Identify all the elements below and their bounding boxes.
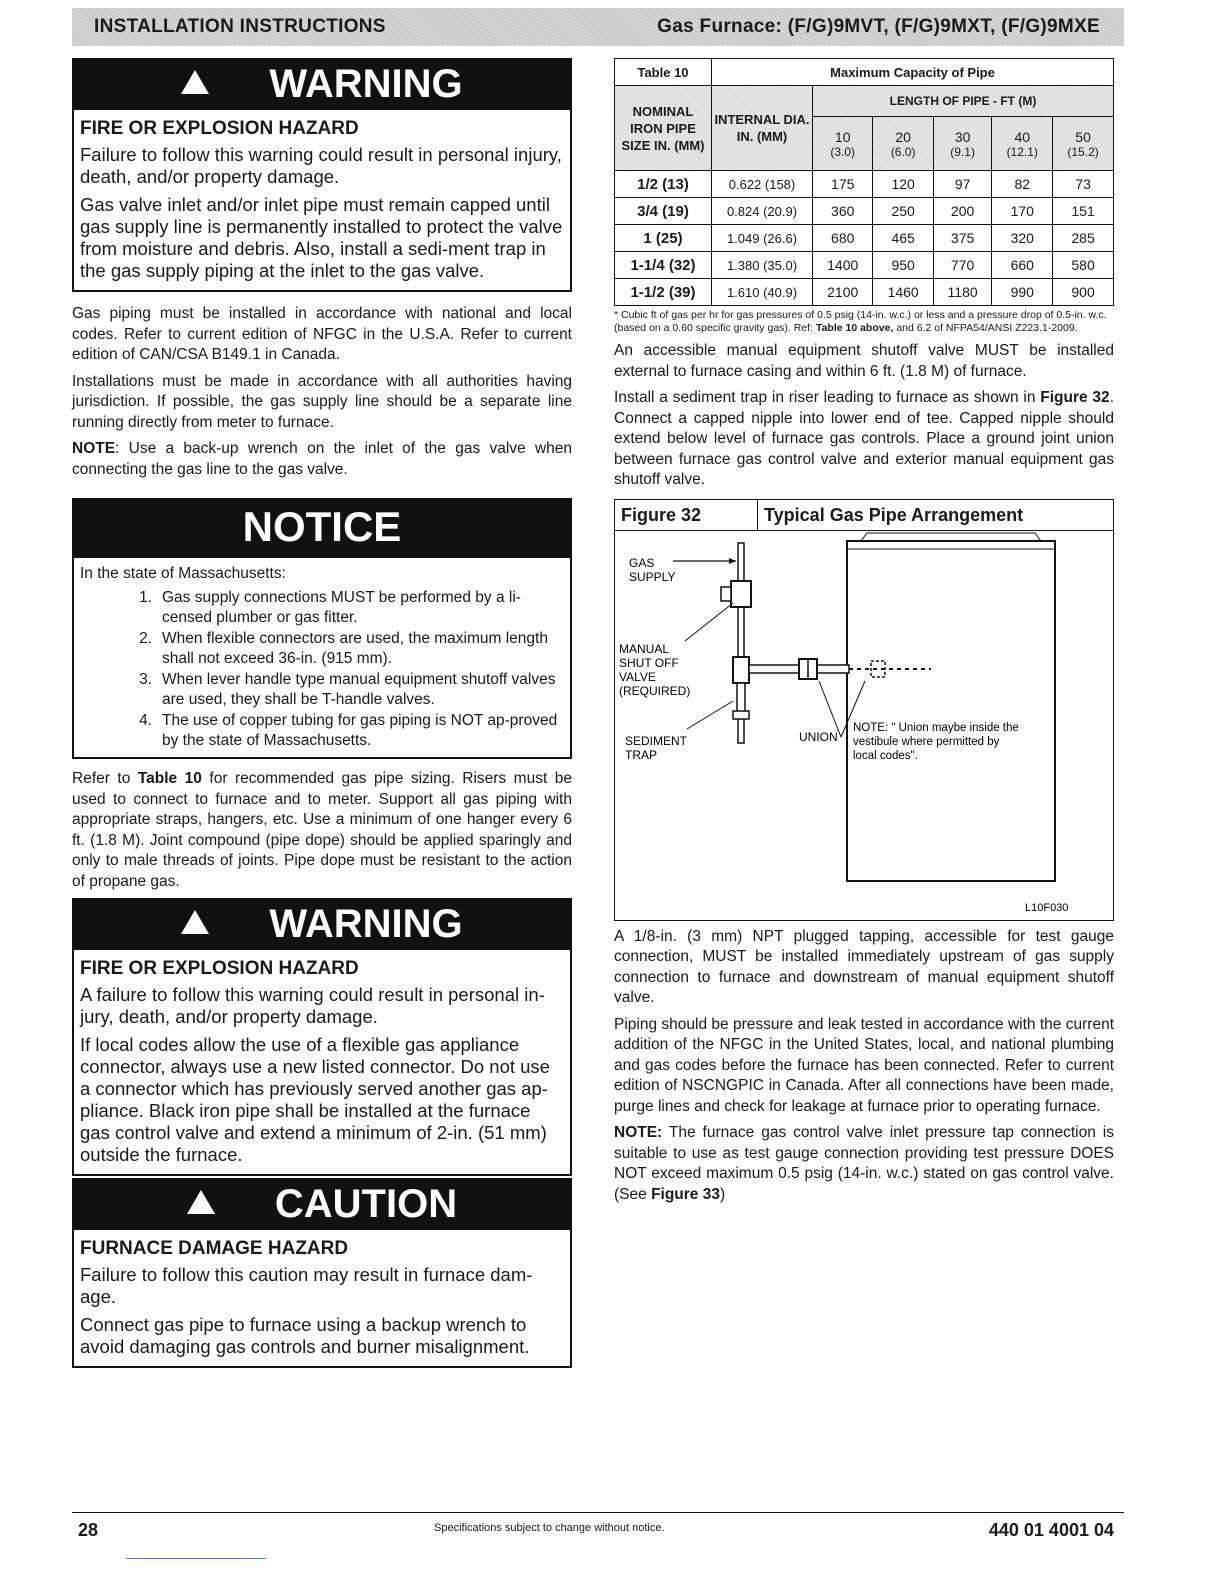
caution-text: Failure to follow this caution may result in furnace dam-age.: [80, 1264, 533, 1307]
notice-item: [82, 711, 562, 751]
figure-32: [614, 499, 1114, 921]
paragraph: Installations must be made in accordance with all authorities having jurisdiction. If possible, the gas supply line should be a separate line running directly from meter to furnace.: [72, 372, 572, 431]
internal-dia-cell: 1.049 (26.6): [712, 225, 813, 252]
internal-dia-cell: 0.622 (158): [712, 171, 813, 198]
capacity-table: [614, 58, 1114, 306]
capacity-cell: 175: [813, 171, 873, 198]
warning-text: Gas valve inlet and/or inlet pipe must remain capped until gas supply line is permanently installed to protect the valve from moisture and debris. Also, install a sedi-ment trap in the gas supply piping at the inlet to the gas valve.: [80, 194, 563, 281]
length-ft: 40: [1014, 128, 1031, 145]
warning-title: FIRE OR EXPLOSION HAZARD: [80, 118, 359, 139]
gas-pipe-diagram: [615, 531, 1113, 919]
footer-disclaimer: Specifications subject to change without notice.: [434, 1522, 665, 1534]
paragraph: Piping should be pressure and leak tested in accordance with the current addition of the NFGC in the United States, local, and national plumbing and gas codes before the furnace has been connected. Refer to current edition of NSCNGPIC in Canada. After all connections have been made, purge lines and check for leakage at furnace prior to operating furnace.: [614, 1015, 1114, 1115]
internal-dia-cell: 0.824 (20.9): [712, 198, 813, 225]
capacity-cell: 82: [992, 171, 1053, 198]
label-supply: SUPPLY: [629, 569, 676, 584]
length-header-cell: [813, 117, 873, 171]
warning-text: If local codes allow the use of a flexible gas appliance connector, always use a new listed connector. Do not use a connector which has previously served another gas ap-pliance. Black iron pipe shall be installed at the furnace gas control valve and extend a minimum of 2-in. (51 mm) outside the furnace.: [80, 1034, 550, 1165]
capacity-cell: 660: [992, 252, 1053, 279]
label-required: (REQUIRED): [619, 683, 691, 698]
table-row: [615, 252, 1114, 279]
header-internal-dia: INTERNAL DIA. IN. (MM): [712, 86, 813, 171]
figure-label: Figure 32: [615, 500, 758, 530]
capacity-cell: 250: [873, 198, 933, 225]
paragraph: Refer to Table 10 for recommended gas pipe sizing. Risers must be used to connect to furnace and to meter. Support all gas piping with appropriate straps, hangers, etc. Use a minimum of one hanger every 6 ft. (1.8 M). Joint compound (pipe dope) should be applied sparingly and only to male threads of joints. Pipe dope must be resistant to the action of propane gas.: [72, 770, 572, 890]
notice-item-number: 2.: [139, 630, 152, 647]
header-left: INSTALLATION INSTRUCTIONS: [94, 16, 386, 37]
length-ft: 10: [834, 128, 851, 145]
caution-box: [72, 1178, 572, 1368]
furnace-top-left: [861, 533, 867, 541]
label-note-2: vestibule where permitted by: [853, 735, 1000, 748]
internal-dia-cell: 1.610 (40.9): [712, 279, 813, 306]
pipe-size-cell: 1-1/4 (32): [615, 252, 712, 279]
left-body-text: [72, 304, 572, 480]
notice-item-number: 3.: [139, 671, 152, 688]
sediment-leader: [687, 701, 733, 729]
length-header-cell: [1053, 117, 1114, 171]
warning-text: A failure to follow this warning could result in personal in-jury, death, and/or property damage.: [80, 984, 545, 1027]
capacity-cell: 97: [933, 171, 991, 198]
notice-item-text: Gas supply connections MUST be performed by a li-censed plumber or gas fitter.: [162, 589, 521, 626]
warning-title: FIRE OR EXPLOSION HAZARD: [80, 958, 359, 979]
notice-list: [82, 588, 562, 751]
notice-item-number: 1.: [139, 589, 152, 606]
paragraph: Gas piping must be installed in accordance with national and local codes. Refer to current edition of NFGC in the U.S.A. Refer to current edition of CAN/CSA B149.1 in Canada.: [72, 305, 572, 363]
left-body-text-2: [72, 769, 572, 892]
length-ft: 20: [895, 128, 911, 145]
warning-triangle-icon: [181, 910, 209, 934]
capacity-cell: 465: [873, 225, 933, 252]
warning-triangle-icon: [181, 70, 209, 94]
warning-text: Failure to follow this warning could result in personal injury, death, and/or property damage.: [80, 144, 562, 187]
warning-banner: WARNING: [74, 900, 570, 950]
length-ft: 30: [954, 128, 971, 145]
valve-handle: [721, 587, 731, 601]
capacity-cell: 285: [1053, 225, 1114, 252]
capacity-cell: 1180: [933, 279, 991, 306]
header-pipe-size: NOMINAL IRON PIPE SIZE IN. (MM): [615, 86, 712, 171]
label-sediment: SEDIMENT: [625, 733, 688, 748]
caution-banner: CAUTION: [74, 1180, 570, 1230]
warning-banner: WARNING: [74, 60, 570, 110]
pipe-size-cell: 1/2 (13): [615, 171, 712, 198]
header-length: LENGTH OF PIPE - FT (M): [813, 86, 1114, 117]
capacity-cell: 680: [813, 225, 873, 252]
length-ft: 50: [1075, 128, 1091, 145]
capacity-cell: 770: [933, 252, 991, 279]
right-column: [614, 58, 1114, 1209]
label-note-3: local codes".: [853, 749, 918, 762]
label-valve: VALVE: [619, 669, 656, 684]
label-union: UNION: [799, 729, 838, 744]
capacity-cell: 2100: [813, 279, 873, 306]
trap-cap: [733, 711, 749, 719]
page-number: 28: [78, 1520, 99, 1540]
length-m: (3.0): [830, 144, 856, 159]
capacity-cell: 120: [873, 171, 933, 198]
gas-supply-arrowhead: [729, 558, 736, 564]
length-m: (12.1): [1006, 144, 1038, 159]
label-gas: GAS: [629, 555, 655, 570]
footer-rule: [72, 1512, 1124, 1513]
footer-link-underline: [126, 1558, 266, 1559]
notice-item: [82, 588, 562, 628]
table-row: [615, 198, 1114, 225]
capacity-cell: 200: [933, 198, 991, 225]
right-body-text-2: [614, 927, 1114, 1206]
manual-valve-leader: [685, 603, 733, 641]
warning-triangle-icon: [187, 1190, 215, 1214]
furnace-top-right: [1035, 533, 1041, 541]
capacity-cell: 950: [873, 252, 933, 279]
capacity-cell: 360: [813, 198, 873, 225]
document-number: 440 01 4001 04: [988, 1520, 1114, 1540]
notice-banner: NOTICE: [74, 500, 570, 558]
note-paragraph: NOTE: Use a back-up wrench on the inlet of the gas valve when connecting the gas line to the gas valve.: [72, 440, 572, 478]
header-right: Gas Furnace: (F/G)9MVT, (F/G)9MXT, (F/G)9MXE: [657, 16, 1100, 37]
manual-valve: [731, 581, 751, 607]
table-row: [615, 225, 1114, 252]
figure-title: Typical Gas Pipe Arrangement: [764, 504, 1024, 525]
pipe-size-cell: 3/4 (19): [615, 198, 712, 225]
capacity-cell: 900: [1053, 279, 1114, 306]
notice-item: [82, 670, 562, 710]
sediment-trap: [737, 683, 745, 713]
internal-dia-cell: 1.380 (35.0): [712, 252, 813, 279]
figure-title-bar: [615, 500, 1113, 531]
length-header-cell: [873, 117, 933, 171]
table-label: Table 10: [615, 59, 712, 86]
page-footer: [72, 1520, 1124, 1550]
notice-item-text: When flexible connectors are used, the maximum length shall not exceed 36-in. (915 mm).: [162, 630, 548, 667]
capacity-cell: 1400: [813, 252, 873, 279]
capacity-cell: 320: [992, 225, 1053, 252]
capacity-cell: 375: [933, 225, 991, 252]
notice-intro: In the state of Massachusetts:: [80, 565, 286, 582]
table-row: [615, 171, 1114, 198]
notice-item: [82, 629, 562, 669]
warning-box-2: [72, 898, 572, 1176]
capacity-cell: 580: [1053, 252, 1114, 279]
paragraph: An accessible manual equipment shutoff valve MUST be installed external to furnace casing and within 6 ft. (1.8 M) of furnace.: [614, 342, 1114, 380]
pipe-size-cell: 1 (25): [615, 225, 712, 252]
notice-item-text: When lever handle type manual equipment shutoff valves are used, they shall be T-handle valves.: [162, 671, 556, 708]
union-leader: [819, 681, 841, 737]
table-row: [615, 279, 1114, 306]
capacity-cell: 73: [1053, 171, 1114, 198]
caution-text: Connect gas pipe to furnace using a backup wrench to avoid damaging gas controls and burner misalignment.: [80, 1314, 530, 1357]
label-shutoff: SHUT OFF: [619, 655, 679, 670]
notice-item-number: 4.: [139, 712, 152, 729]
length-header-cell: [933, 117, 991, 171]
capacity-cell: 170: [992, 198, 1053, 225]
label-trap: TRAP: [625, 747, 658, 762]
table-footnote: * Cubic ft of gas per hr for gas pressures of 0.5 psig (14-in. w.c.) or less and a pressure drop of 0.5-in. w.c. (based on a 0.60 specific gravity gas). Ref: Table 10 above, and 6.2 of NFPA54/ANSI Z223.1-2009.: [614, 309, 1107, 334]
capacity-cell: 1460: [873, 279, 933, 306]
paragraph: A 1/8-in. (3 mm) NPT plugged tapping, accessible for test gauge connection, MUST be installed immediately upstream of gas supply connection to furnace and downstream of manual equipment shutoff valve.: [614, 927, 1114, 1006]
notice-box: [72, 498, 572, 759]
length-m: (15.2): [1067, 144, 1099, 159]
warning-box-1: [72, 58, 572, 292]
table-title: Maximum Capacity of Pipe: [712, 59, 1114, 86]
figure-code: L10F030: [1025, 901, 1069, 914]
notice-item-text: The use of copper tubing for gas piping is NOT ap-proved by the state of Massachusetts.: [162, 712, 558, 749]
left-column: [72, 58, 572, 1368]
note-paragraph: NOTE: The furnace gas control valve inlet pressure tap connection is suitable to use as test gauge connection providing test pressure DOES NOT exceed maximum 0.5 psig (14-in. w.c.) stated on gas control valve. (See Figure 33): [614, 1124, 1114, 1203]
length-m: (9.1): [950, 144, 975, 159]
caution-title: FURNACE DAMAGE HAZARD: [80, 1238, 349, 1259]
capacity-cell: 151: [1053, 198, 1114, 225]
label-manual: MANUAL: [619, 641, 670, 656]
capacity-cell: 990: [992, 279, 1053, 306]
right-body-text: [614, 341, 1114, 491]
paragraph: Install a sediment trap in riser leading to furnace as shown in Figure 32. Connect a capped nipple into lower end of tee. Capped nipple should extend below level of furnace gas controls. Place a ground joint union between furnace gas control valve and exterior manual equipment gas shutoff valve.: [614, 389, 1114, 488]
label-note-1: NOTE: " Union maybe inside the: [853, 721, 1019, 734]
page-header: [72, 8, 1124, 46]
furnace-cabinet: [847, 541, 1055, 881]
tee-fitting: [733, 657, 749, 683]
length-header-cell: [992, 117, 1053, 171]
pipe-size-cell: 1-1/2 (39): [615, 279, 712, 306]
length-m: (6.0): [890, 144, 916, 159]
